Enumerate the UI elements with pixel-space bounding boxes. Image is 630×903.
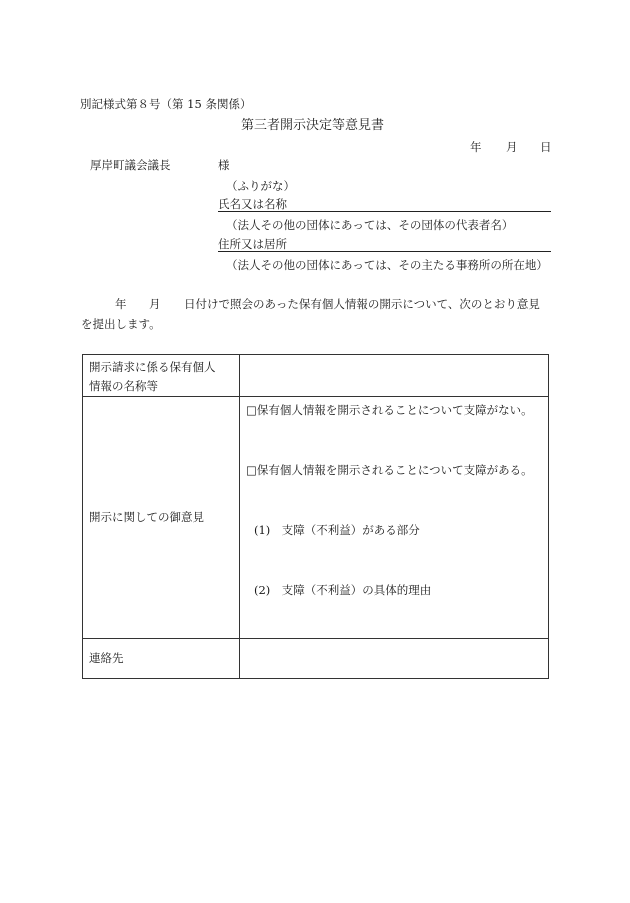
date-month: 月 bbox=[506, 140, 518, 154]
opinion-table bbox=[82, 354, 549, 679]
name-underline bbox=[218, 211, 551, 212]
info-name-label-line1: 開示請求に係る保有個人 bbox=[89, 360, 216, 374]
body-month: 月 bbox=[149, 297, 161, 311]
body-text-line1: 日付けで照会のあった保有個人情報の開示について、次のとおり意見 bbox=[184, 297, 540, 311]
opinion-content bbox=[240, 397, 548, 638]
table-row bbox=[83, 397, 549, 639]
address-underline bbox=[218, 251, 551, 252]
info-name-value[interactable] bbox=[240, 355, 549, 397]
body-year: 年 bbox=[115, 297, 127, 311]
contact-value[interactable] bbox=[240, 639, 549, 679]
date-day: 日 bbox=[540, 140, 552, 154]
opinion-label: 開示に関しての御意見 bbox=[83, 397, 240, 639]
addressee-honorific: 様 bbox=[218, 158, 230, 172]
option-no-issue[interactable]: □保有個人情報を開示されることについて支障がない。 bbox=[246, 403, 533, 417]
address-note: （法人その他の団体にあっては、その主たる事務所の所在地） bbox=[226, 258, 548, 272]
furigana-label: （ふりがな） bbox=[226, 179, 295, 193]
page-title: 第三者開示決定等意見書 bbox=[241, 118, 385, 133]
date-year: 年 bbox=[470, 140, 482, 154]
form-number: 別記様式第８号（第 15 条関係） bbox=[80, 97, 252, 111]
name-note: （法人その他の団体にあっては、その団体の代表者名） bbox=[226, 218, 514, 232]
info-name-label-line2: 情報の名称等 bbox=[89, 379, 158, 393]
opinion-cell[interactable] bbox=[240, 397, 549, 639]
contact-label: 連絡先 bbox=[83, 639, 240, 679]
addressee-name: 厚岸町議会議長 bbox=[90, 158, 171, 172]
issue-part-item: (1) 支障（不利益）がある部分 bbox=[254, 523, 420, 537]
address-label: 住所又は居所 bbox=[218, 237, 287, 251]
name-label: 氏名又は名称 bbox=[218, 197, 287, 211]
body-text-line2: を提出します。 bbox=[81, 317, 161, 331]
table-row bbox=[83, 639, 549, 679]
issue-reason-item: (2) 支障（不利益）の具体的理由 bbox=[254, 583, 432, 597]
option-issue[interactable]: □保有個人情報を開示されることについて支障がある。 bbox=[246, 463, 533, 477]
info-name-label-cell bbox=[83, 355, 240, 397]
table-row bbox=[83, 355, 549, 397]
